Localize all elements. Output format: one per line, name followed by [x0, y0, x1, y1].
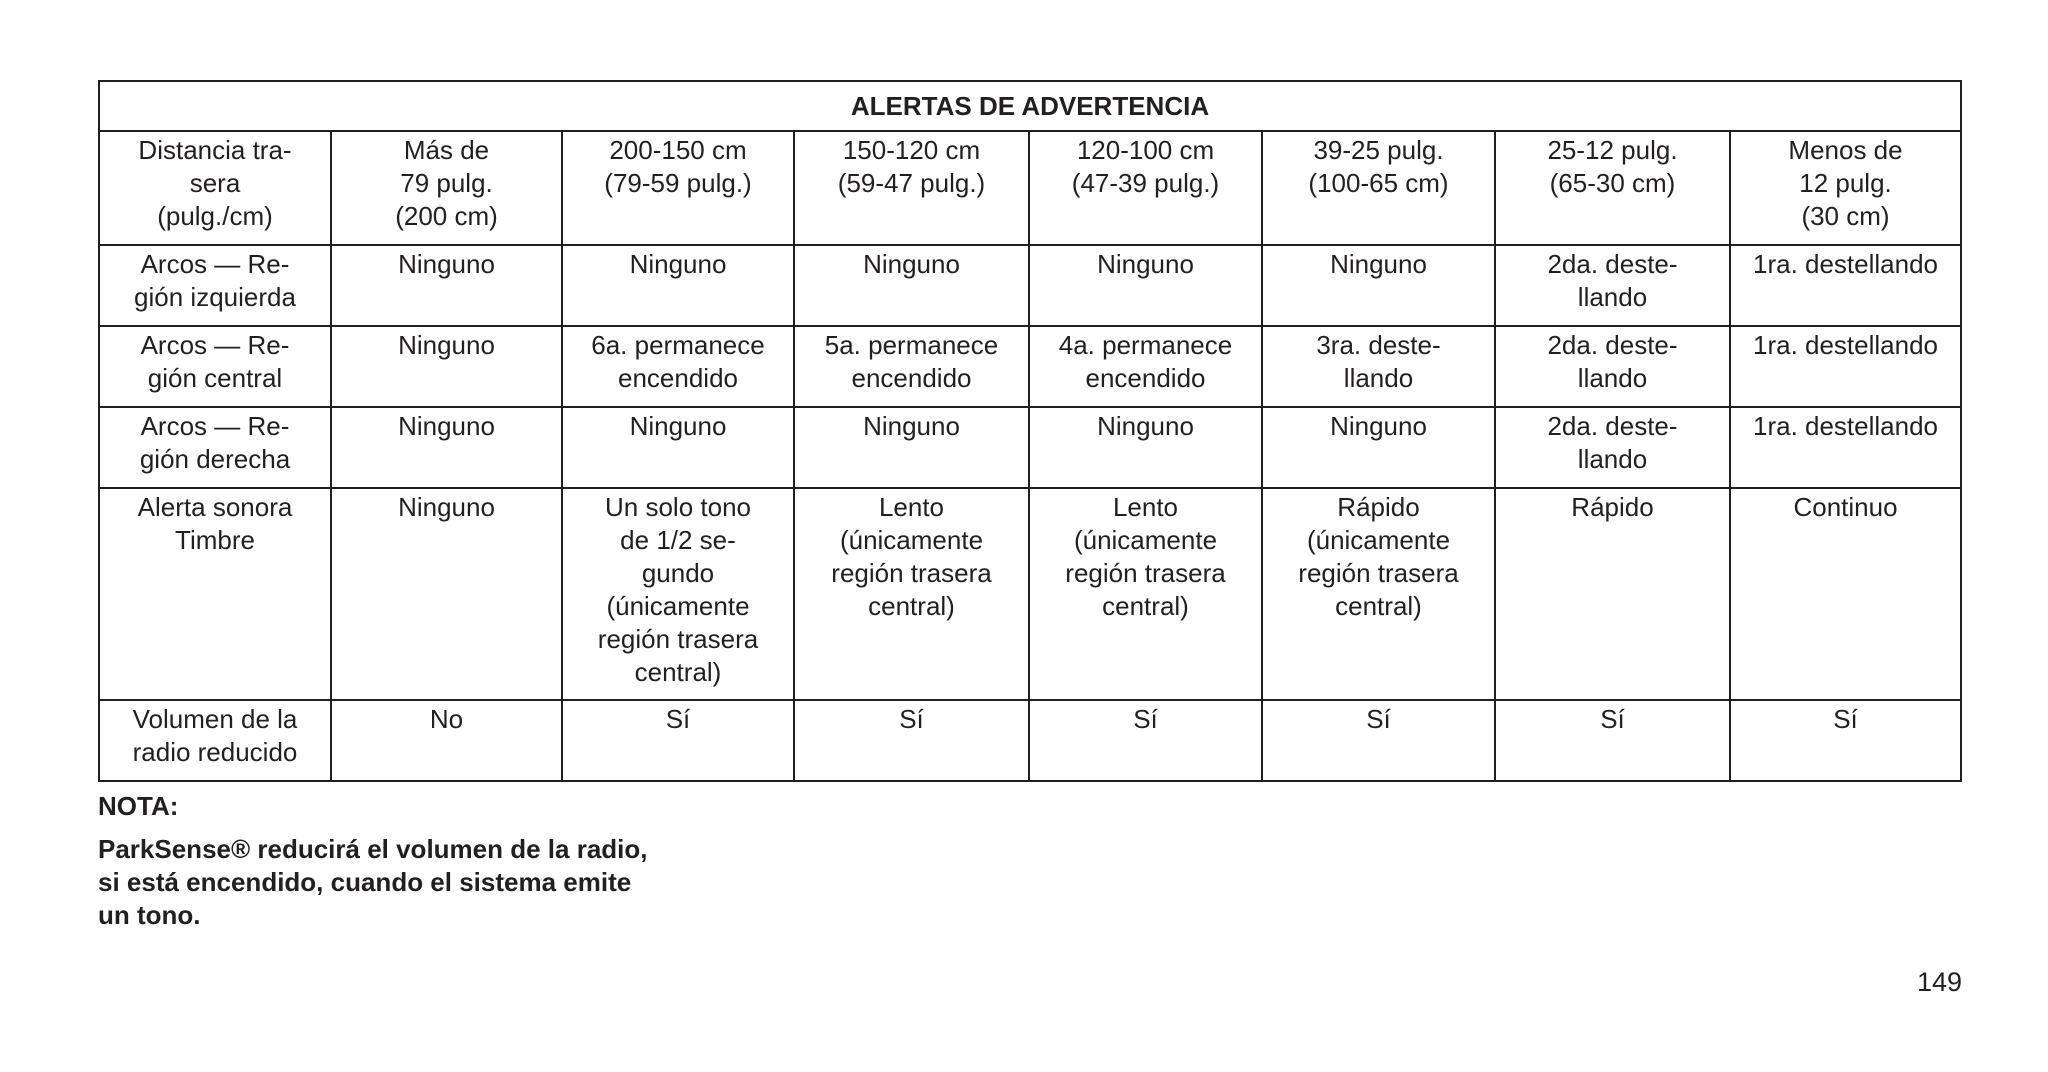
table-cell: Rápido (únicamente región trasera central) [1262, 488, 1495, 700]
table-cell: No [331, 700, 562, 781]
table-cell: Ninguno [1029, 245, 1262, 326]
table-cell: 1ra. destellando [1730, 245, 1961, 326]
note-heading: NOTA: [98, 791, 179, 821]
table-header-row [99, 131, 1961, 245]
table-cell: Ninguno [794, 245, 1029, 326]
table-cell: Ninguno [331, 326, 562, 407]
table-row [99, 245, 1961, 326]
header-cell: Distancia tra- sera (pulg./cm) [99, 131, 331, 245]
table-cell: Sí [1029, 700, 1262, 781]
note-text: ParkSense® reducirá el volumen de la radio, si está encendido, cuando el sistema emite un tono. [98, 834, 648, 930]
table-cell: Ninguno [562, 407, 794, 488]
table-cell: 5a. permanece encendido [794, 326, 1029, 407]
header-cell: 150-120 cm (59-47 pulg.) [794, 131, 1029, 245]
row-label-cell: Alerta sonora Timbre [99, 488, 331, 700]
table-cell: Sí [1495, 700, 1730, 781]
table-cell: 2da. deste- llando [1495, 407, 1730, 488]
row-label-cell: Arcos — Re- gión central [99, 326, 331, 407]
table-cell: Ninguno [331, 245, 562, 326]
row-label-cell: Volumen de la radio reducido [99, 700, 331, 781]
table-row [99, 407, 1961, 488]
table-cell: Continuo [1730, 488, 1961, 700]
row-label-cell: Arcos — Re- gión izquierda [99, 245, 331, 326]
warning-alerts-table [98, 80, 1962, 782]
note-block [98, 790, 738, 932]
header-cell: 25-12 pulg. (65-30 cm) [1495, 131, 1730, 245]
table-cell: Sí [1262, 700, 1495, 781]
table-title: ALERTAS DE ADVERTENCIA [99, 81, 1961, 131]
table-cell: Ninguno [331, 407, 562, 488]
row-label-cell: Arcos — Re- gión derecha [99, 407, 331, 488]
table-cell: Ninguno [562, 245, 794, 326]
table-cell: Ninguno [331, 488, 562, 700]
page-number: 149 [1916, 967, 1962, 997]
table-cell: 1ra. destellando [1730, 326, 1961, 407]
table-cell: Lento (únicamente región trasera central) [794, 488, 1029, 700]
table-cell: 2da. deste- llando [1495, 326, 1730, 407]
table-row [99, 326, 1961, 407]
table-cell: Ninguno [794, 407, 1029, 488]
table-cell: Sí [1730, 700, 1961, 781]
table-title-row [99, 81, 1961, 131]
table-cell: Ninguno [1262, 407, 1495, 488]
table-cell: 4a. permanece encendido [1029, 326, 1262, 407]
table-cell: Ninguno [1262, 245, 1495, 326]
table-cell: 3ra. deste- llando [1262, 326, 1495, 407]
table-cell: Rápido [1495, 488, 1730, 700]
table-cell: Lento (únicamente región trasera central) [1029, 488, 1262, 700]
table-cell: Sí [562, 700, 794, 781]
header-cell: 39-25 pulg. (100-65 cm) [1262, 131, 1495, 245]
table-cell: Un solo tono de 1/2 se- gundo (únicamente región trasera central) [562, 488, 794, 700]
table-row [99, 700, 1961, 781]
table-cell: Ninguno [1029, 407, 1262, 488]
table-row [99, 488, 1961, 700]
header-cell: 120-100 cm (47-39 pulg.) [1029, 131, 1262, 245]
table-cell: 2da. deste- llando [1495, 245, 1730, 326]
table-cell: 6a. permanece encendido [562, 326, 794, 407]
header-cell: Más de 79 pulg. (200 cm) [331, 131, 562, 245]
header-cell: 200-150 cm (79-59 pulg.) [562, 131, 794, 245]
table-cell: 1ra. destellando [1730, 407, 1961, 488]
header-cell: Menos de 12 pulg. (30 cm) [1730, 131, 1961, 245]
table-cell: Sí [794, 700, 1029, 781]
